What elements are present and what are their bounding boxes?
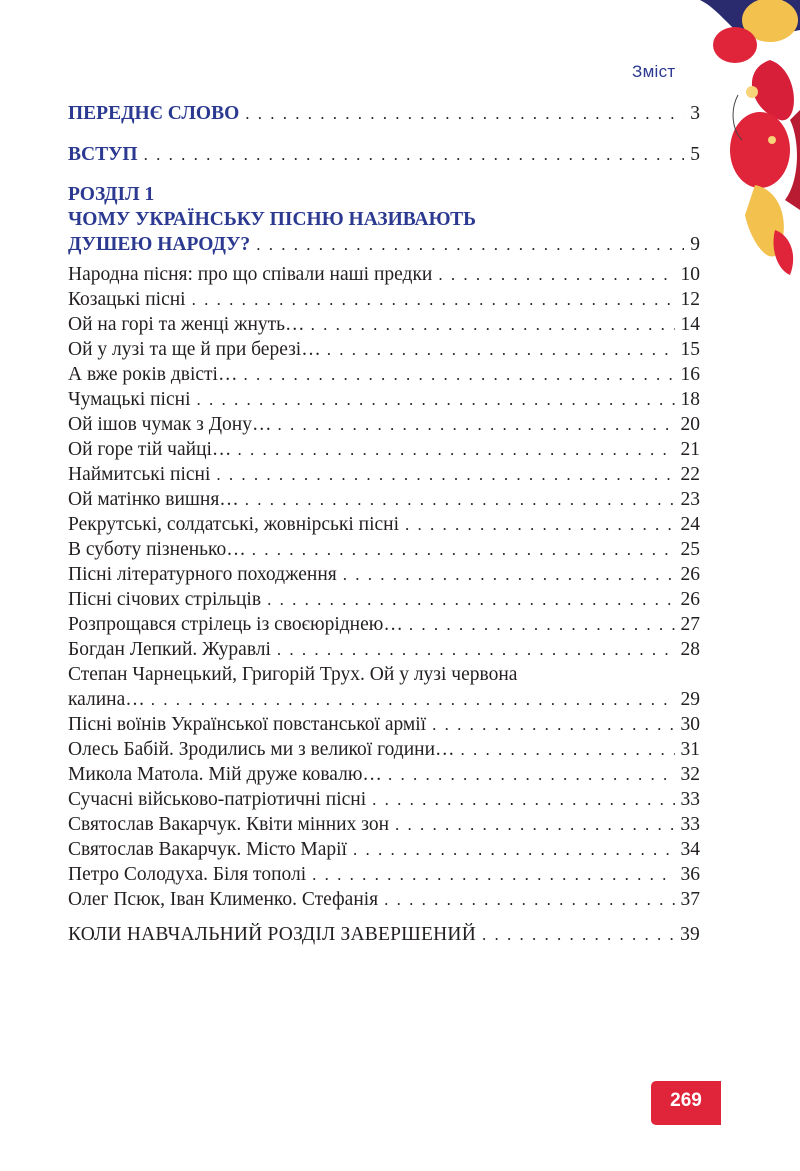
toc-entry-page: 24 [680, 514, 700, 535]
toc-entry-title: Ой у лузі та ще й при березі… [68, 339, 321, 360]
toc-entry-title: А вже років двісті… [68, 364, 238, 385]
toc-entry-page: 25 [680, 539, 700, 560]
toc-entry-page: 29 [680, 689, 700, 710]
toc-entry-page: 26 [680, 589, 700, 610]
toc-entry-title: В суботу пізненько… [68, 539, 246, 560]
toc-entry[interactable] [68, 712, 700, 738]
toc-entry[interactable] [68, 762, 700, 788]
toc-entry-page: 23 [680, 489, 700, 510]
toc-entry-page: 5 [690, 144, 700, 165]
toc-entry[interactable] [68, 812, 700, 838]
toc-entry-page: 39 [680, 924, 700, 945]
toc-entry-title: калина… [68, 689, 145, 710]
toc-entry-page: 34 [680, 839, 700, 860]
toc-entry-title: КОЛИ НАВЧАЛЬНИЙ РОЗДІЛ ЗАВЕРШЕНИЙ [68, 924, 476, 945]
toc-entry-title: Олесь Бабій. Зродились ми з великої години… [68, 739, 455, 760]
toc-entry[interactable] [68, 262, 700, 288]
toc-entry-introduction[interactable] [68, 142, 700, 168]
toc-entry-foreword[interactable] [68, 101, 700, 127]
toc-entry-title: Сучасні військово-патріотичні пісні [68, 789, 367, 810]
toc-entry[interactable] [68, 887, 700, 913]
toc-entry-title: Розпрощався стрілець із своєюріднею… [68, 614, 403, 635]
toc-entry-title: Ой на горі та женці жнуть… [68, 314, 305, 335]
toc-entry-title: ДУШЕЮ НАРОДУ? [68, 234, 251, 255]
toc-entry[interactable] [68, 412, 700, 438]
toc-entry[interactable] [68, 287, 700, 313]
toc-entry[interactable] [68, 462, 700, 488]
toc-entry-page: 15 [680, 339, 700, 360]
toc-entry[interactable] [68, 737, 700, 763]
toc-entry-page: 12 [680, 289, 700, 310]
toc-entry[interactable] [68, 562, 700, 588]
toc-entry-page: 33 [680, 789, 700, 810]
toc-entry[interactable] [68, 637, 700, 663]
toc-entry[interactable] [68, 862, 700, 888]
toc-entry-title: Рекрутські, солдатські, жовнірські пісні [68, 514, 400, 535]
section-header-label: Зміст [632, 62, 676, 81]
toc-entry[interactable] [68, 437, 700, 463]
toc-entry-title: Чумацькі пісні [68, 389, 191, 410]
toc-entry[interactable] [68, 537, 700, 563]
toc-entry-title: Ой ішов чумак з Дону… [68, 414, 272, 435]
toc-entry-page: 28 [680, 639, 700, 660]
toc-entry-title: Микола Матола. Мій друже ковалю… [68, 764, 382, 785]
toc-entry[interactable] [68, 337, 700, 363]
toc-entry-page: 20 [680, 414, 700, 435]
toc-entry-page: 10 [680, 264, 700, 285]
toc-entry-title: Народна пісня: про що співали наші предки [68, 264, 433, 285]
toc-entry-title: Богдан Лепкий. Журавлі [68, 639, 271, 660]
toc-entry[interactable] [68, 512, 700, 538]
toc-entry[interactable] [68, 612, 700, 638]
toc-entry[interactable] [68, 362, 700, 388]
toc-entry-title: Козацькі пісні [68, 289, 186, 310]
toc-entry-page: 14 [680, 314, 700, 335]
toc-entry[interactable] [68, 837, 700, 863]
page-number-badge: 269 [651, 1081, 721, 1125]
toc-entry-page: 32 [680, 764, 700, 785]
toc-entry[interactable] [68, 787, 700, 813]
toc-entry-title: ПЕРЕДНЄ СЛОВО [68, 103, 240, 124]
toc-entry-page: 36 [680, 864, 700, 885]
toc-entry-page: 3 [690, 103, 700, 124]
toc-entry-title: Пісні воїнів Української повстанської армії [68, 714, 427, 735]
toc-entry-title: Петро Солодуха. Біля тополі [68, 864, 307, 885]
section-title-line: ЧОМУ УКРАЇНСЬКУ ПІСНЮ НАЗИВАЮТЬ [68, 209, 476, 230]
toc-entry-title: Святослав Вакарчук. Квіти мінних зон [68, 814, 390, 835]
section-label: РОЗДІЛ 1 [68, 184, 155, 205]
toc-entry-page: 22 [680, 464, 700, 485]
toc-entry-closing[interactable] [68, 922, 700, 948]
toc-entry[interactable] [68, 312, 700, 338]
toc-entry-title: Наймитські пісні [68, 464, 211, 485]
toc-entry[interactable] [68, 387, 700, 413]
toc-entry[interactable] [68, 587, 700, 613]
toc-entry-title: Олег Псюк, Іван Клименко. Стефанія [68, 889, 379, 910]
toc-entry-title: Ой матінко вишня… [68, 489, 239, 510]
toc-entry-page: 33 [680, 814, 700, 835]
toc-entry-title: ВСТУП [68, 144, 138, 165]
toc-entry-page: 18 [680, 389, 700, 410]
toc-entry-title-line: Степан Чарнецький, Григорій Трух. Ой у лузі червона [68, 664, 518, 685]
toc-entry-page: 30 [680, 714, 700, 735]
toc-entry[interactable] [68, 687, 700, 713]
toc-entry-page: 9 [690, 234, 700, 255]
toc-entry-section-1[interactable] [68, 232, 700, 258]
toc-entry-page: 16 [680, 364, 700, 385]
toc-entry-page: 27 [680, 614, 700, 635]
toc-entry[interactable] [68, 487, 700, 513]
toc-entry-page: 31 [680, 739, 700, 760]
toc-entry-title: Ой горе тій чайці… [68, 439, 232, 460]
toc-entry-page: 26 [680, 564, 700, 585]
toc-entry-page: 21 [680, 439, 700, 460]
toc-entry-title: Пісні січових стрільців [68, 589, 262, 610]
toc-entry-page: 37 [680, 889, 700, 910]
toc-entry-title: Святослав Вакарчук. Місто Марії [68, 839, 347, 860]
toc-entry-title: Пісні літературного походження [68, 564, 337, 585]
